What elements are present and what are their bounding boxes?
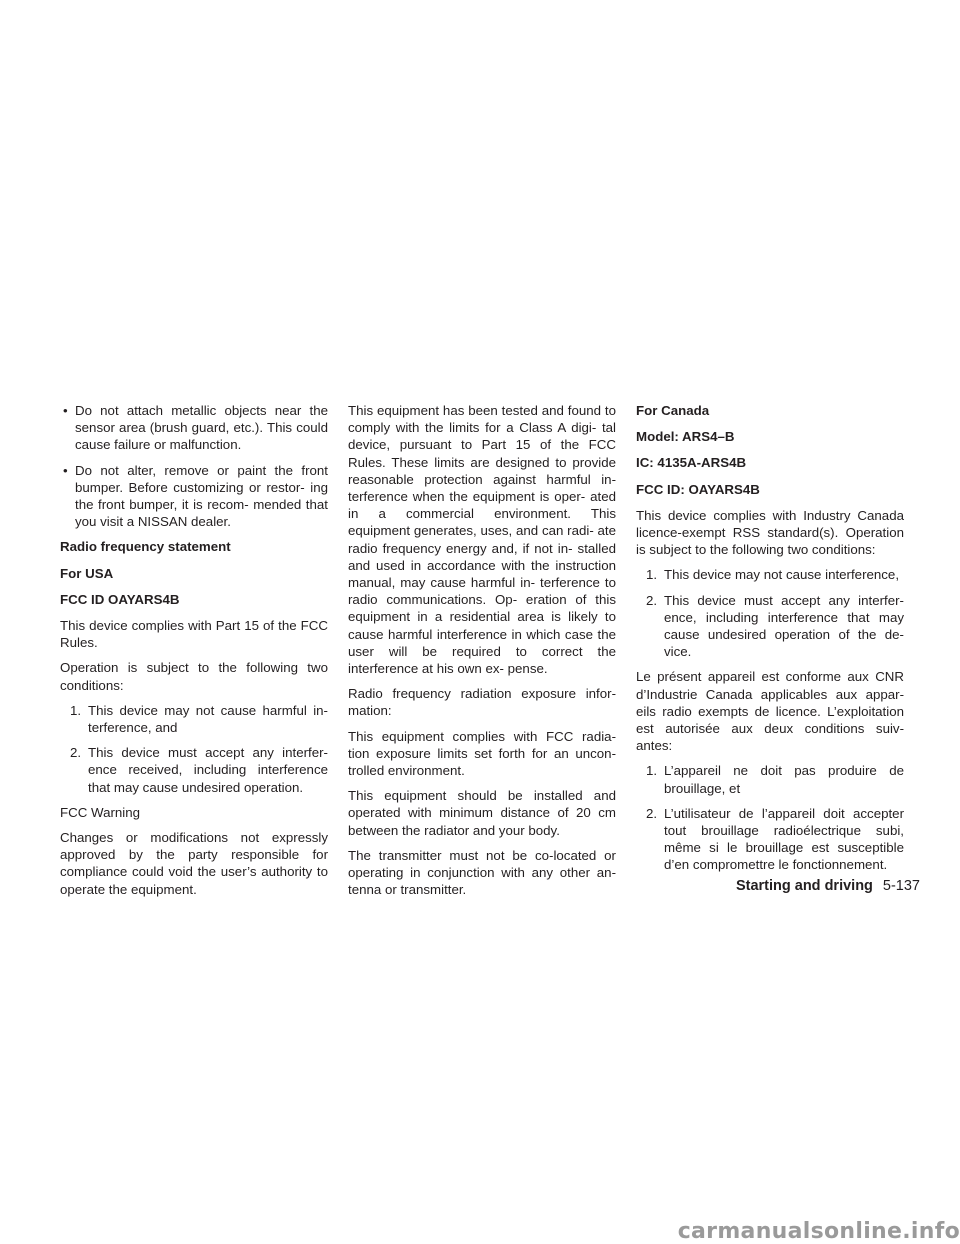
- page-number: 5-137: [882, 878, 920, 894]
- text-column-3: [636, 402, 904, 882]
- list-number: 1.: [646, 763, 658, 779]
- conditions-list-french: [636, 762, 904, 873]
- paragraph-exposure-limits: This equipment complies with FCC radia- tion exposure limits set forth for an uncon- trolled environment.: [348, 728, 616, 779]
- paragraph-changes: Changes or modifications not expressly approved by the party responsible for compliance could void the user’s authority to operate the equipment.: [60, 830, 328, 897]
- text-column-2: [348, 402, 616, 906]
- heading-model: Model: ARS4–B: [636, 429, 735, 445]
- list-text: This device must accept any interfer- ence, including interference that may cause undesired operation of the de- vice.: [664, 592, 904, 660]
- text-column-1: [60, 402, 328, 906]
- paragraph-french: Le présent appareil est conforme aux CNR d’Industrie Canada applicables aux appar- eils radio exempts de licence. L’exploitation est autorisée aux deux conditions suiv- antes:: [636, 669, 904, 754]
- heading-radio-frequency: Radio frequency statement: [60, 539, 231, 555]
- list-text: This device may not cause interference,: [664, 567, 900, 583]
- bullet-item: • Do not alter, remove or paint the front bumper. Before customizing or restor- ing the front bumper, it is recom- mended that you visit a NISSAN dealer.: [60, 462, 328, 531]
- conditions-list: [60, 702, 328, 796]
- list-item: [60, 744, 328, 796]
- paragraph-industry-canada: This device complies with Industry Canada licence-exempt RSS standard(s). Operation is subject to the following two conditions:: [636, 507, 904, 558]
- page-footer: [736, 877, 920, 895]
- paragraph-tested: This equipment has been tested and found to comply with the limits for a Class A digi- tal device, pursuant to Part 15 of the FCC Rules. These limits are designed to provide reasonable protection against harmful in- terference when the equipment is oper- ated in a commercial environment. This equipment generates, uses, and can radi- ate radio frequency energy and, if not in- stalled and used in accordance with the instruction manual, may cause harmful in- terference to radio communications. Op- eration of this equipment in a residential area is likely to cause harmful interference in which case the user will be required to correct the interference at his own ex- pense.: [348, 403, 616, 677]
- list-number: 2.: [646, 592, 658, 608]
- section-title: Starting and driving: [735, 878, 873, 894]
- heading-ic: IC: 4135A-ARS4B: [636, 455, 747, 471]
- list-text: L’appareil ne doit pas produire de brouillage, et: [664, 763, 904, 796]
- list-item: [636, 805, 904, 874]
- list-item: [636, 592, 904, 661]
- list-number: 1.: [646, 567, 658, 583]
- heading-fcc-id: FCC ID OAYARS4B: [60, 591, 180, 607]
- list-item: [636, 762, 904, 796]
- bullet-list: [60, 402, 328, 530]
- list-number: 2.: [70, 745, 82, 761]
- heading-fcc-id: FCC ID: OAYARS4B: [636, 481, 760, 497]
- heading-for-canada: For Canada: [636, 403, 710, 418]
- paragraph-fcc-warning: FCC Warning: [60, 804, 141, 820]
- paragraph-colocated: The transmitter must not be co-located or operating in conjunction with any other an- tenna or transmitter.: [348, 847, 616, 898]
- list-number: 1.: [70, 702, 82, 718]
- list-item: [636, 566, 904, 583]
- watermark: carmanualsonline.info: [677, 1218, 960, 1244]
- paragraph-complies: This device complies with Part 15 of the FCC Rules.: [60, 618, 328, 651]
- list-text: This device may not cause harmful in- terference, and: [88, 702, 328, 736]
- list-text: L’utilisateur de l’appareil doit accepter tout brouillage radioélectrique subi, même si le brouillage est susceptible d’en compromettre le fonctionnement.: [664, 805, 904, 873]
- conditions-list: [636, 566, 904, 660]
- paragraph-install: This equipment should be installed and operated with minimum distance of 20 cm between the radiator and your body.: [348, 788, 616, 838]
- heading-for-usa: For USA: [60, 565, 114, 581]
- paragraph-operation: Operation is subject to the following two conditions:: [60, 660, 328, 693]
- list-number: 2.: [646, 805, 658, 821]
- list-item: [60, 702, 328, 736]
- list-text: This device must accept any interfer- ence received, including interference that may cause undesired operation.: [88, 745, 328, 795]
- bullet-item: • Do not attach metallic objects near the sensor area (brush guard, etc.). This could cause failure or malfunction.: [60, 402, 328, 454]
- paragraph-exposure-info: Radio frequency radiation exposure infor- mation:: [348, 686, 616, 719]
